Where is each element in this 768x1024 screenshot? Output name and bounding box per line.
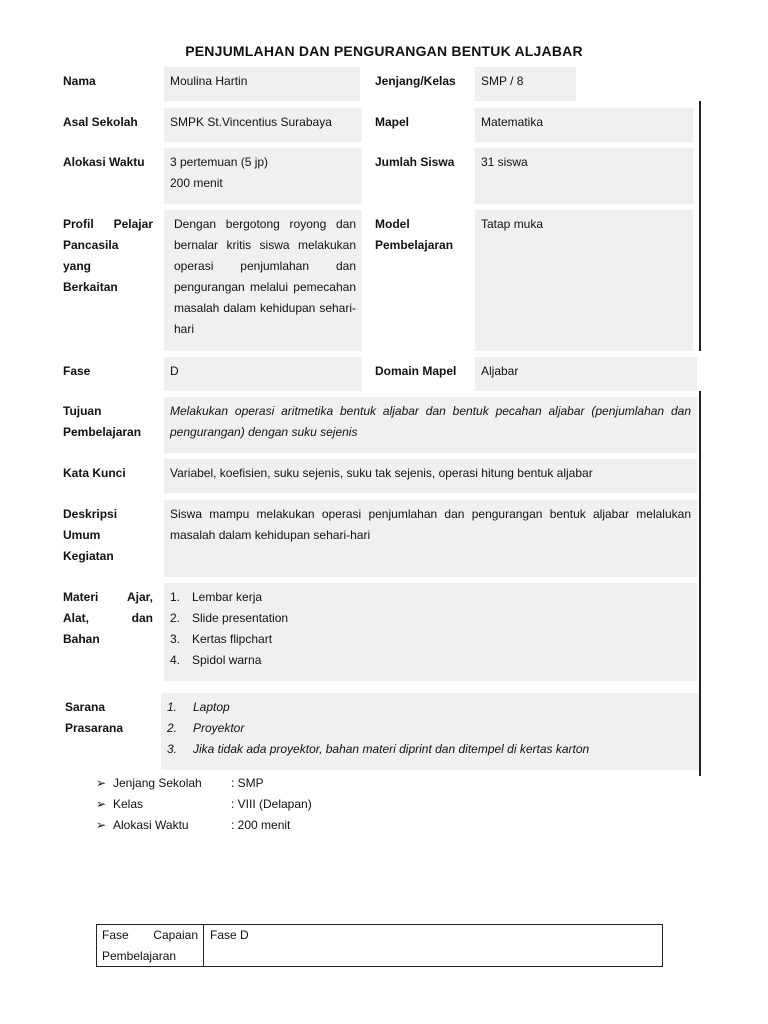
table-right-border: [699, 101, 701, 351]
value-fase-text: D: [170, 364, 179, 378]
label-model-line-2: Pembelajaran: [375, 238, 454, 252]
document-title: PENJUMLAHAN DAN PENGURANGAN BENTUK ALJABAR: [185, 43, 583, 59]
value-mapel: [475, 108, 693, 142]
bullet-jenjang-sekolah: ➢ Jenjang Sekolah : SMP: [96, 773, 312, 794]
label-alokasi-waktu: Alokasi Waktu: [63, 155, 145, 169]
value-sarana-prasarana: [161, 693, 699, 770]
arrow-bullet-icon: ➢: [96, 818, 107, 832]
value-domain-mapel: [475, 357, 697, 391]
value-jenjang: [475, 67, 576, 101]
list-item: 2. Proyektor: [167, 721, 245, 735]
label-tujuan-pembelajaran: [63, 401, 141, 443]
label-profil-pelajar: [63, 214, 153, 298]
capaian-label-word-2: Capaian: [153, 928, 198, 942]
label-deskripsi-line-2: Umum: [63, 528, 101, 542]
list-item: 3. Jika tidak ada proyektor, bahan materi diprint dan ditempel di kertas karton: [167, 742, 590, 756]
label-tujuan-line-2: Pembelajaran: [63, 425, 142, 439]
arrow-bullet-icon: ➢: [96, 776, 107, 790]
label-materi-word-3: Alat,: [63, 611, 90, 625]
label-model-pembelajaran: [375, 214, 453, 256]
label-materi-word-2: Ajar,: [126, 590, 153, 604]
capaian-label-word-3: Pembelajaran: [102, 949, 177, 963]
capaian-label-cell: [97, 925, 204, 966]
label-asal-sekolah: Asal Sekolah: [63, 115, 138, 129]
value-jenjang-text: SMP / 8: [481, 74, 524, 88]
table-right-border-lower: [699, 391, 701, 776]
value-alokasi-waktu: [164, 148, 362, 204]
value-jumlah-siswa-text: 31 siswa: [481, 155, 528, 169]
value-profil-text: Dengan bergotong royong dan bernalar kritis siswa melakukan operasi penjumlahan dan pengurangan melalui pemecahan masalah dalam kehidupan sehari-hari: [174, 217, 356, 336]
value-mapel-text: Matematika: [481, 115, 544, 129]
label-deskripsi: [63, 504, 117, 567]
label-jumlah-siswa: Jumlah Siswa: [375, 155, 455, 169]
label-nama: Nama: [63, 74, 96, 88]
value-asal-sekolah-text: SMPK St.Vincentius Surabaya: [170, 115, 332, 129]
list-item: 4. Spidol warna: [170, 653, 262, 667]
value-kata-kunci: [164, 459, 697, 493]
value-tujuan-pembelajaran: [164, 397, 697, 453]
label-sarana-line-1: Sarana: [65, 700, 106, 714]
label-fase: Fase: [63, 364, 91, 378]
label-materi-word-5: Bahan: [63, 632, 100, 646]
label-profil-word-5: Berkaitan: [63, 280, 118, 294]
value-tujuan-text: Melakukan operasi aritmetika bentuk aljabar dan bentuk pecahan aljabar (penjumlahan dan pengurangan) dengan suku sejenis: [170, 404, 691, 439]
list-item: 2. Slide presentation: [170, 611, 289, 625]
label-materi-word-1: Materi: [63, 590, 99, 604]
info-bullets: [96, 773, 312, 836]
value-asal-sekolah: [164, 108, 362, 142]
label-profil-word-2: Pelajar: [113, 217, 153, 231]
capaian-label-word-1: Fase: [102, 928, 129, 942]
sarana-list: [167, 697, 693, 760]
label-domain-mapel: Domain Mapel: [375, 364, 457, 378]
label-deskripsi-line-3: Kegiatan: [63, 549, 114, 563]
label-materi-word-4: dan: [131, 611, 153, 625]
value-deskripsi: [164, 500, 697, 577]
label-deskripsi-line-1: Deskripsi: [63, 507, 118, 521]
capaian-value-cell: Fase D: [210, 928, 249, 942]
value-nama: [164, 67, 360, 101]
value-deskripsi-text: Siswa mampu melakukan operasi penjumlahan dan pengurangan bentuk aljabar melalukan masalah dalam kehidupan sehari-hari: [170, 507, 691, 542]
value-fase: [164, 357, 362, 391]
label-sarana-line-2: Prasarana: [65, 721, 124, 735]
value-nama-text: Moulina Hartin: [170, 74, 248, 88]
value-model-text: Tatap muka: [481, 217, 544, 231]
arrow-bullet-icon: ➢: [96, 797, 107, 811]
value-materi-ajar: [164, 583, 697, 681]
label-kata-kunci: Kata Kunci: [63, 466, 126, 480]
label-tujuan-line-1: Tujuan: [63, 404, 102, 418]
label-profil-word-1: Profil: [63, 217, 94, 231]
bullet-alokasi-waktu: ➢ Alokasi Waktu : 200 menit: [96, 815, 312, 836]
label-profil-word-3: Pancasila: [63, 238, 119, 252]
value-jumlah-siswa: [475, 148, 693, 204]
label-profil-word-4: yang: [63, 259, 92, 273]
list-item: 3. Kertas flipchart: [170, 632, 273, 646]
list-item: 1. Lembar kerja: [170, 590, 263, 604]
bullet-kelas: ➢ Kelas : VIII (Delapan): [96, 794, 312, 815]
value-profil-pelajar: [164, 210, 362, 351]
value-kata-kunci-text: Variabel, koefisien, suku sejenis, suku tak sejenis, operasi hitung bentuk aljabar: [170, 466, 593, 480]
value-alokasi-line-1: 3 pertemuan (5 jp): [170, 155, 269, 169]
materi-list: [170, 587, 691, 671]
value-domain-text: Aljabar: [481, 364, 519, 378]
label-materi-ajar: [63, 587, 153, 650]
value-alokasi-line-2: 200 menit: [170, 176, 223, 190]
capaian-table: [96, 924, 663, 967]
value-model-pembelajaran: [475, 210, 693, 351]
label-jenjang: Jenjang/Kelas: [375, 74, 456, 88]
label-mapel: Mapel: [375, 115, 410, 129]
label-sarana-prasarana: [65, 697, 123, 739]
list-item: 1. Laptop: [167, 700, 230, 714]
label-model-line-1: Model: [375, 217, 410, 231]
